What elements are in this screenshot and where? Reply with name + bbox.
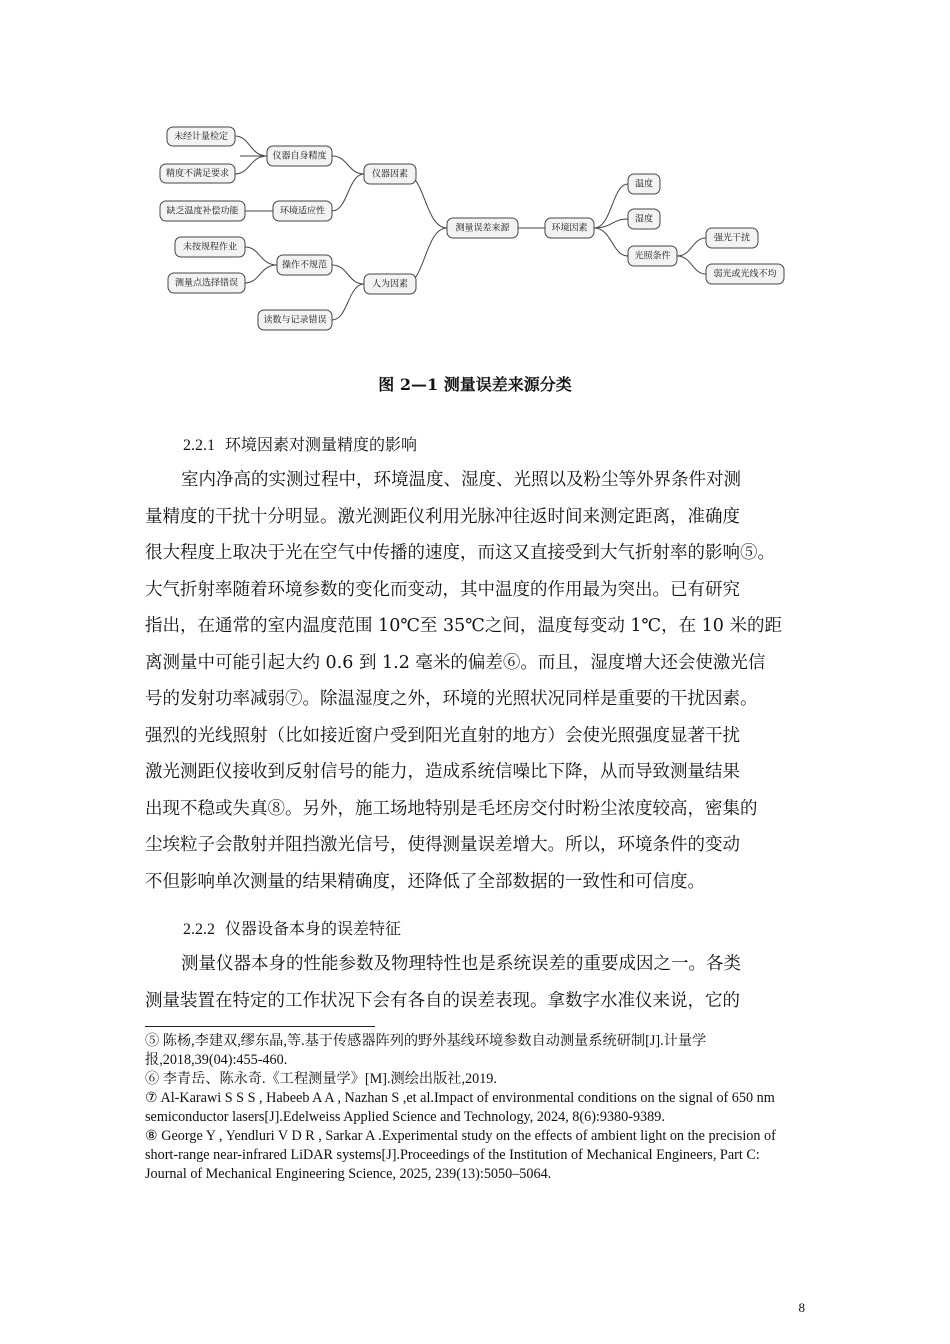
footnote-5: ⑤ 陈杨,李建双,缪东晶,等.基于传感器阵列的野外基线环境参数自动测量系统研制[J].计量学报,2018,39(04):455-460.	[145, 1033, 707, 1068]
text-line: 激光测距仪接收到反射信号的能力，造成系统信噪比下降，从而导致测量结果	[145, 762, 740, 782]
footnote-7: ⑦ Al-Karawi S S S , Habeeb A A , Nazhan S ,et al.Impact of environmental conditions on the signal of 650 nm semiconductor lasers[J].Edelweiss Applied Science and Technology, 2024, 8(6):9380-9389.	[145, 1090, 775, 1125]
node-self-accuracy	[267, 146, 332, 166]
svg-text:光照条件: 光照条件	[634, 251, 671, 262]
text-line: 强烈的光线照射（比如接近窗户受到阳光直射的地方）会使光照强度显著干扰	[145, 725, 740, 746]
section-number: 2.2.1	[183, 437, 215, 454]
section-title: 环境因素对测量精度的影响	[225, 435, 418, 454]
text-line: 不但影响单次测量的结果精确度，还降低了全部数据的一致性和可信度。	[145, 871, 705, 892]
text-line: 指出，在通常的室内温度范围 10℃至 35℃之间，温度每变动 1℃，在 10 米的距	[145, 616, 782, 636]
svg-text:湿度: 湿度	[634, 214, 654, 225]
node-unverified	[167, 127, 235, 146]
node-weak-light	[706, 264, 784, 284]
node-human	[364, 274, 416, 294]
svg-text:仪器自身精度: 仪器自身精度	[272, 151, 327, 162]
svg-text:仪器因素: 仪器因素	[371, 169, 409, 180]
svg-text:精度不满足要求: 精度不满足要求	[165, 169, 230, 179]
section2-body	[145, 946, 809, 1019]
text-line: 大气折射率随着环境参数的变化而变动，其中温度的作用最为突出。已有研究	[145, 579, 740, 600]
text-line: 室内净高的实测过程中，环境温度、湿度、光照以及粉尘等外界条件对测	[181, 470, 741, 490]
node-instrument	[364, 164, 416, 184]
text-line: 出现不稳或失真⑧。另外，施工场地特别是毛坯房交付时粉尘浓度较高，密集的	[145, 798, 758, 819]
svg-text:温度: 温度	[634, 179, 654, 190]
text-line: 号的发射功率减弱⑦。除温湿度之外，环境的光照状况同样是重要的干扰因素。	[145, 689, 758, 709]
svg-text:环境因素: 环境因素	[551, 223, 588, 234]
text-line: 尘埃粒子会散射并阻挡激光信号，使得测量误差增大。所以，环境条件的变动	[145, 835, 740, 855]
footnote-6: ⑥ 李青岳、陈永奇.《工程测量学》[M].测绘出版社,2019.	[145, 1071, 497, 1087]
text-line: 离测量中可能引起大约 0.6 到 1.2 毫米的偏差⑥。而且，湿度增大还会使激光信	[145, 652, 766, 673]
svg-text:强光干扰: 强光干扰	[713, 233, 751, 244]
node-read-record-err	[258, 310, 332, 330]
section-title: 仪器设备本身的误差特征	[225, 919, 402, 938]
svg-text:未按规程作业: 未按规程作业	[182, 242, 238, 253]
svg-text:未经计量检定: 未经计量检定	[173, 132, 229, 142]
section-heading-2-2-1	[183, 432, 417, 455]
footnotes	[145, 1032, 805, 1184]
footnote-separator	[145, 1026, 375, 1027]
error-source-mindmap	[150, 118, 800, 340]
text-line: 测量仪器本身的性能参数及物理特性也是系统误差的重要成因之一。各类	[181, 954, 741, 974]
svg-text:弱光或光线不均: 弱光或光线不均	[713, 269, 777, 280]
text-line: 很大程度上取决于光在空气中传播的速度，而这又直接受到大气折射率的影响⑤。	[145, 543, 775, 563]
svg-text:缺乏温度补偿功能: 缺乏温度补偿功能	[166, 206, 239, 217]
svg-text:人为因素: 人为因素	[371, 279, 409, 290]
footnote-8: ⑧ George Y , Yendluri V D R , Sarkar A .Experimental study on the effects of ambient light on the precision of short-range near-infrared LiDAR systems[J].Proceedings of the Institution of Mechanical Engineers, Part C: Journal of Mechanical Engineering Science, 2025, 239(13):5050–5064.	[145, 1128, 776, 1182]
node-no-temp-comp	[160, 201, 245, 221]
node-wrong-point	[168, 273, 245, 293]
node-strong-light	[706, 228, 758, 248]
svg-text:测量点选择错误: 测量点选择错误	[174, 278, 239, 289]
node-root	[447, 218, 518, 238]
node-not-by-procedure	[175, 237, 245, 257]
svg-text:测量误差来源: 测量误差来源	[455, 223, 510, 234]
section-number: 2.2.2	[183, 921, 215, 938]
node-precision-not-met	[160, 164, 235, 183]
svg-text:环境适应性: 环境适应性	[279, 206, 326, 217]
node-environment	[545, 218, 594, 238]
page-number: 8	[798, 1300, 805, 1315]
node-improper-op	[277, 255, 332, 275]
figure-caption: 图 2—1 测量误差来源分类	[378, 375, 572, 394]
node-lighting	[628, 246, 677, 266]
node-humidity	[628, 209, 660, 229]
section1-body	[145, 462, 809, 900]
node-temperature	[628, 174, 660, 194]
svg-text:读数与记录错误: 读数与记录错误	[263, 315, 327, 326]
node-env-adapt	[273, 201, 332, 221]
section-heading-2-2-2	[183, 916, 401, 939]
text-line: 量精度的干扰十分明显。激光测距仪利用光脉冲往返时间来测定距离，准确度	[145, 506, 740, 527]
svg-text:操作不规范: 操作不规范	[281, 260, 328, 271]
text-line: 测量装置在特定的工作状况下会有各自的误差表现。拿数字水准仪来说，它的	[145, 990, 740, 1011]
